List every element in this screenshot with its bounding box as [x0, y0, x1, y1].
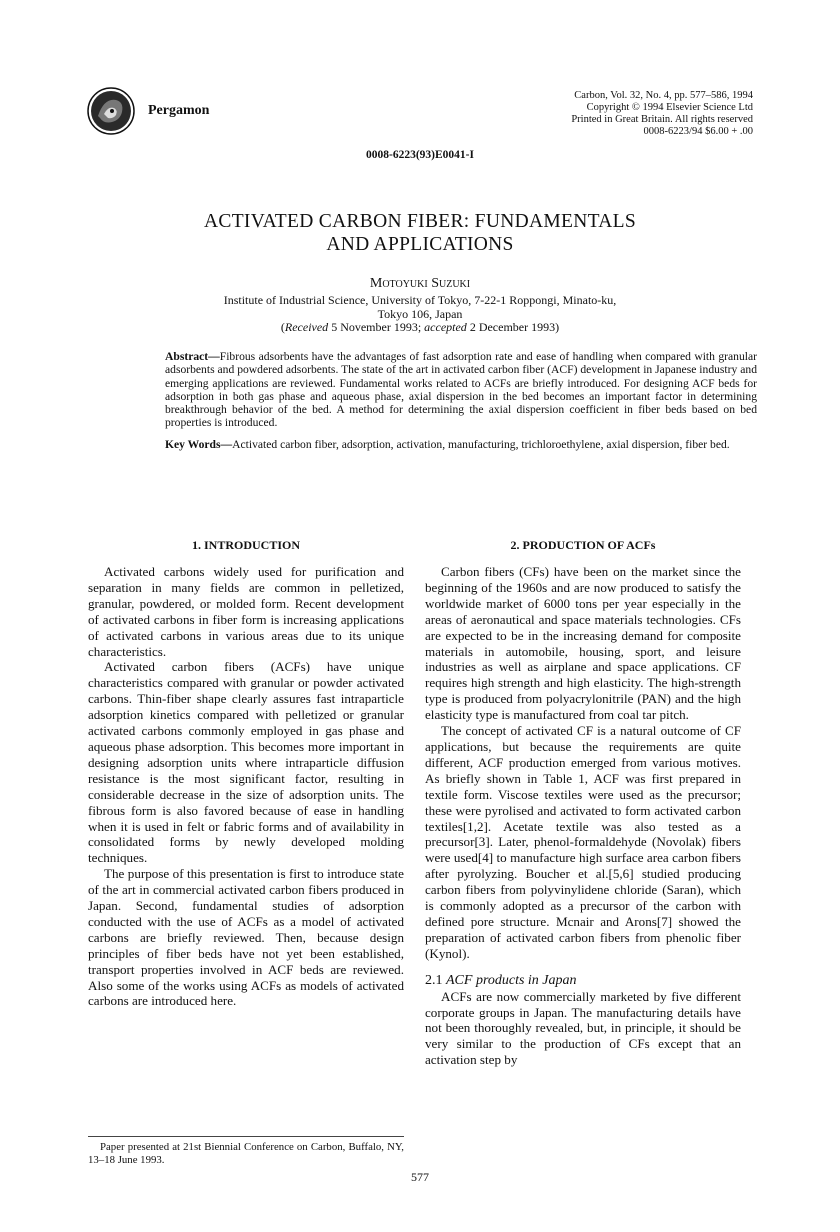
right-column: [425, 538, 741, 1068]
citation-line: Printed in Great Britain. All rights reserved: [571, 114, 753, 125]
body-paragraph: Carbon fibers (CFs) have been on the market since the beginning of the 1960s and are now produced to satisfy the worldwide market of 6000 tons per year especially in the areas of aeronautical and space materials technologies. CFs are expected to be in the increasing demand for composite materials in automobile, housing, sport, and leisure industries as well as airplane and space applications. CF requires high strength and high elasticity. The high-strength type is produced from polyacrylonitrile (PAN) and the high elasticity type is manufactured from coal tar pitch.: [425, 564, 741, 723]
citation-line: Carbon, Vol. 32, No. 4, pp. 577–586, 1994: [574, 90, 753, 101]
title-line: AND APPLICATIONS: [326, 234, 514, 255]
citation-line: 0008-6223/94 $6.00 + .00: [643, 126, 753, 137]
title-line: ACTIVATED CARBON FIBER: FUNDAMENTALS: [204, 211, 636, 232]
affiliation-line: Institute of Industrial Science, University of Tokyo, 7-22-1 Roppongi, Minato-ku,: [223, 293, 617, 307]
affiliation: [0, 294, 840, 335]
citation-line: Copyright © 1994 Elsevier Science Ltd: [586, 102, 753, 113]
author-name: Motoyuki Suzuki: [369, 276, 471, 291]
publisher-name: Pergamon: [148, 103, 210, 118]
abstract-label: Abstract—: [165, 350, 220, 363]
paper-title: [110, 210, 730, 256]
abstract-paragraph: [165, 350, 757, 430]
section-heading-introduction: 1. INTRODUCTION: [191, 538, 300, 552]
received-label: Received: [284, 320, 329, 334]
left-column: [88, 538, 404, 1009]
body-paragraph: Activated carbons widely used for purification and separation in many fields are common in pelletized, granular, powdered, or molded form. Recent development of activated carbons in fiber form is increasing applications of activated carbons in various areas due to its unique characteristics.: [88, 564, 404, 659]
abstract-text: Fibrous adsorbents have the advantages of fast adsorption rate and ease of handling when compared with granular adsorbents and powdered adsorbents. The state of the art in activated carbon fiber (ACF) development in Japanese industry and emerging applications are reviewed. Fundamental works related to ACFs are briefly introduced. For designing ACF beds for adsorption in both gas phase and aqueous phase, axial dispersion in the bed becomes an important factor in determining breakthrough behavior of the bed. A method for determining the axial dispersion coefficient in fiber beds based on bed properties is introduced.: [165, 350, 757, 430]
keywords-label: Key Words—: [165, 437, 233, 451]
footnote-text: Paper presented at 21st Biennial Conference on Carbon, Buffalo, NY, 13–18 June 1993.: [88, 1141, 404, 1166]
pergamon-logo-icon: [86, 86, 136, 136]
keywords-text: Activated carbon fiber, adsorption, activation, manufacturing, trichloroethylene, axial dispersion, fiber bed.: [232, 437, 730, 451]
subsection-heading: [425, 972, 741, 989]
body-paragraph: ACFs are now commercially marketed by five different corporate groups in Japan. The manufacturing details have not been thoroughly revealed, but, in principle, it should be very similar to the production of CFs except that an activation step by: [425, 988, 741, 1068]
affiliation-line: Tokyo 106, Japan: [377, 306, 463, 321]
subsection-title: ACF products in Japan: [446, 972, 577, 988]
abstract-section: [165, 350, 757, 459]
accepted-date: 2 December 1993): [469, 320, 560, 334]
section-heading-production: 2. PRODUCTION OF ACFs: [510, 538, 656, 552]
body-paragraph: Activated carbon fibers (ACFs) have unique characteristics compared with granular or powder activated carbons. Thin-fiber shape clearly assures fast intraparticle adsorption kinetics compared with pelletized or granular activated carbons commonly employed in gas phase and aqueous phase adsorption. This becomes more important in designing adsorption units where intraparticle diffusion resistance is the most significant factor, resulting in considerable decrease in the size of adsorption units. The fibrous form is also favored because of ease in handling when it is used in felt or fabric forms and of availability in consolidated forms by newly developed molding techniques.: [88, 659, 404, 866]
keywords-paragraph: [165, 438, 757, 451]
citation-block: [571, 90, 753, 138]
body-paragraph: The purpose of this presentation is first to introduce state of the art in commercial activated carbon fibers produced in Japan. Second, fundamental studies of adsorption conducted with the use of ACFs as a model of activated carbons are briefly reviewed. Then, because design principles of fiber beds have not yet been established, transport properties involved in ACF beds are reviewed. Also some of the works using ACFs as models of activated carbons are introduced here.: [88, 866, 404, 1009]
accepted-label: accepted: [424, 320, 467, 334]
doi-code: 0008-6223(93)E0041-I: [366, 149, 474, 161]
received-date: 5 November 1993;: [331, 320, 422, 334]
received-dates: (Received 5 November 1993; accepted 2 December 1993): [280, 320, 560, 334]
body-paragraph: The concept of activated CF is a natural outcome of CF applications, but because the requirements are quite different, ACF production emerged from various motives. As briefly shown in Table 1, ACF was first prepared in textile form. Viscose textiles were used as the precursor; these were pyrolised and activated to form activated carbon textiles[1,2]. Acetate textile was also tested as a precursor[3]. Later, phenol-formaldehyde (Novolak) fibers were used[4] to manufacture high surface area carbon fibers after pyrolyzing. Boucher et al.[5,6] studied producing carbon fibers from polyvinylidene chloride (Saran), which is commonly adopted as a precursor of the carbon with defined pore structure. Mcnair and Arons[7] showed the preparation of activated carbon fibers from phenolic fiber (Kynol).: [425, 723, 741, 961]
page-number: 577: [411, 1170, 429, 1184]
subsection-number: 2.1: [425, 972, 443, 988]
footnote-divider: [88, 1136, 404, 1137]
footnote: [88, 1141, 404, 1166]
